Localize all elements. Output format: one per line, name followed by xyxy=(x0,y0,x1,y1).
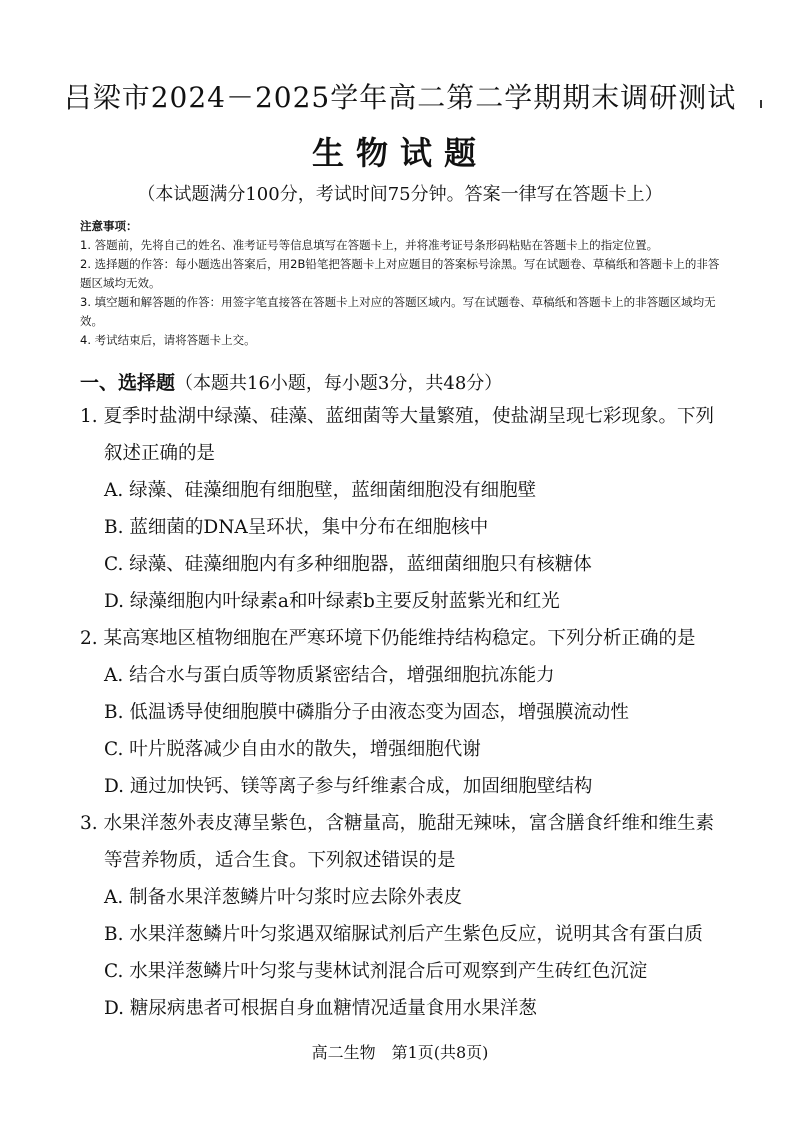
option-b: B. 蓝细菌的DNA呈环状，集中分布在细胞核中 xyxy=(104,517,489,538)
subject-title: 生物试题 xyxy=(311,134,488,172)
question-3 xyxy=(80,805,730,1027)
notice-item: 2. 选择题的作答：每小题选出答案后，用2B铅笔把答题卡上对应题目的答案标号涂黑。写在试题卷、草稿纸和答题卡上的非答题区域均无效。 xyxy=(80,257,720,290)
question-stem: 2. 某高寒地区植物细胞在严寒环境下仍能维持结构稳定。下列分析正确的是 xyxy=(80,628,696,649)
question-list xyxy=(80,398,730,1027)
section-title: 一、选择题 xyxy=(80,372,176,394)
notice-item: 3. 填空题和解答题的作答：用签字笔直接答在答题卡上对应的答题区域内。写在试题卷、草稿纸和答题卡上的非答题区域均无效。 xyxy=(80,295,716,328)
option-d: D. 通过加快钙、镁等离子参与纤维素合成，加固细胞壁结构 xyxy=(104,776,593,797)
section-heading xyxy=(80,368,740,395)
notice-heading: 注意事项： xyxy=(80,219,138,233)
question-stem: 3. 水果洋葱外表皮薄呈紫色，含糖量高，脆甜无辣味，富含膳食纤维和维生素等营养物质，适合生食。下列叙述错误的是 xyxy=(80,813,715,871)
exam-subtitle: （本试题满分100分，考试时间75分钟。答案一律写在答题卡上） xyxy=(137,184,663,205)
option-b: B. 水果洋葱鳞片叶匀浆遇双缩脲试剂后产生紫色反应，说明其含有蛋白质 xyxy=(104,924,703,945)
page-footer: 高二生物 第1页(共8页) xyxy=(311,1043,489,1062)
notice-block xyxy=(80,217,720,350)
option-c: C. 水果洋葱鳞片叶匀浆与斐林试剂混合后可观察到产生砖红色沉淀 xyxy=(104,961,648,982)
exam-title: 吕梁市2024－2025学年高二第二学期期末调研测试 xyxy=(63,81,737,114)
option-c: C. 绿藻、硅藻细胞内有多种细胞器，蓝细菌细胞只有核糖体 xyxy=(104,554,592,575)
option-d: D. 绿藻细胞内叶绿素a和叶绿素b主要反射蓝紫光和红光 xyxy=(104,591,560,612)
notice-item: 1. 答题前，先将自己的姓名、准考证号等信息填写在答题卡上，并将准考证号条形码粘贴在答题卡上的指定位置。 xyxy=(80,238,659,252)
option-c: C. 叶片脱落减少自由水的散失，增强细胞代谢 xyxy=(104,739,481,760)
question-1 xyxy=(80,398,730,620)
question-2 xyxy=(80,620,730,805)
option-d: D. 糖尿病患者可根据自身血糖情况适量食用水果洋葱 xyxy=(104,998,537,1019)
option-a: A. 制备水果洋葱鳞片叶匀浆时应去除外表皮 xyxy=(104,887,463,908)
option-b: B. 低温诱导使细胞膜中磷脂分子由液态变为固态，增强膜流动性 xyxy=(104,702,629,723)
option-a: A. 结合水与蛋白质等物质紧密结合，增强细胞抗冻能力 xyxy=(104,665,555,686)
option-a: A. 绿藻、硅藻细胞有细胞壁，蓝细菌细胞没有细胞壁 xyxy=(104,480,537,501)
notice-item: 4. 考试结束后，请将答题卡上交。 xyxy=(80,333,256,347)
question-stem: 1. 夏季时盐湖中绿藻、硅藻、蓝细菌等大量繁殖，使盐湖呈现七彩现象。下列叙述正确的是 xyxy=(80,406,715,464)
section-note: （本题共16小题，每小题3分，共48分） xyxy=(175,373,503,394)
